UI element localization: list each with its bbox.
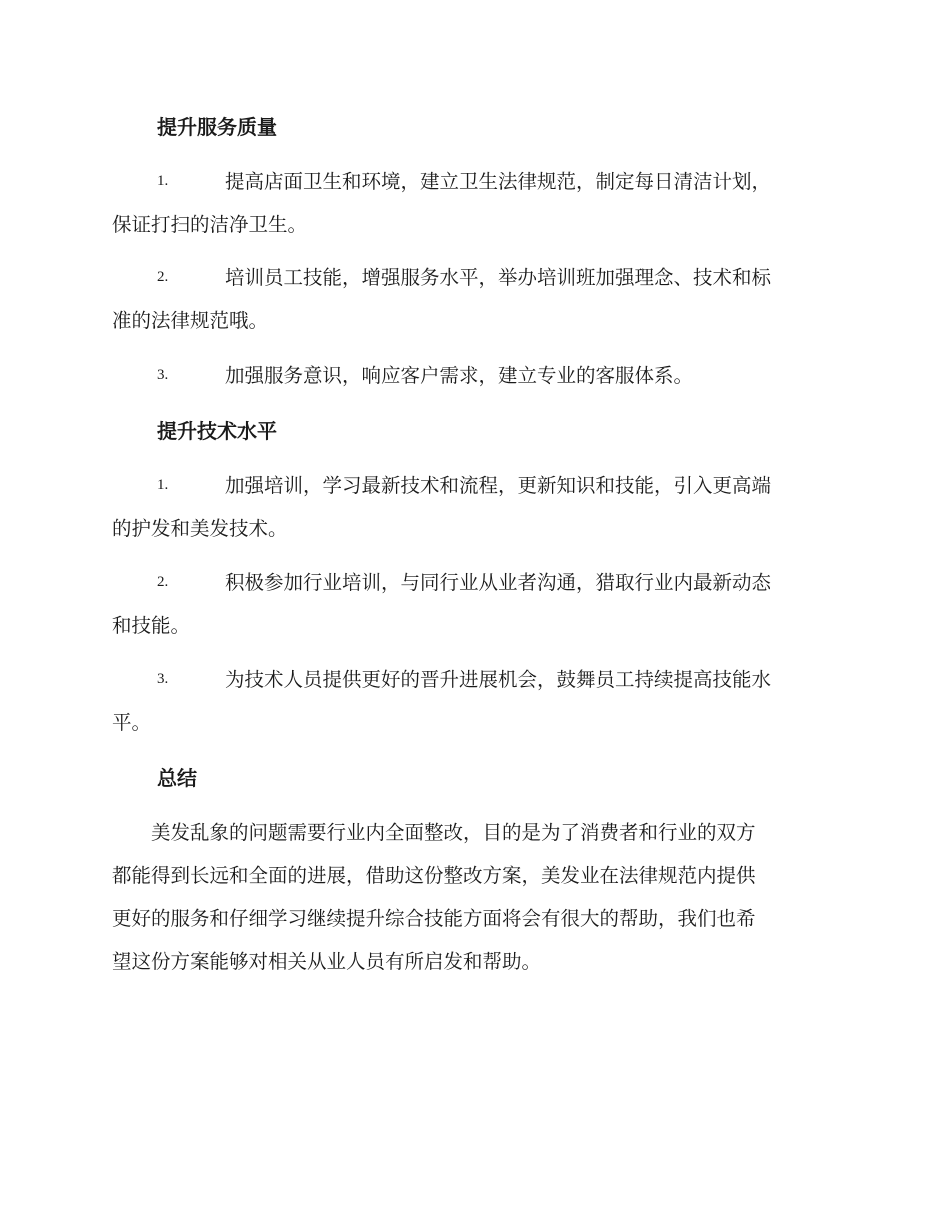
section-heading-service-quality: 提升服务质量 [157, 115, 277, 139]
section-heading-technical-level: 提升技术水平 [157, 419, 277, 443]
list-item-number: 1. [157, 477, 169, 493]
list-item-text: 积极参加行业培训，与同行业从业者沟通，猎取行业内最新动态 [225, 571, 772, 594]
list-item-text: 培训员工技能，增强服务水平，举办培训班加强理念、技术和标 [225, 266, 772, 289]
list-item-text-continued: 的护发和美发技术。 [112, 517, 288, 540]
summary-line: 都能得到长远和全面的进展，借助这份整改方案，美发业在法律规范内提供 [112, 864, 756, 887]
summary-paragraph [112, 811, 834, 983]
list-item-number: 2. [157, 269, 169, 285]
list-item-text: 提高店面卫生和环境，建立卫生法律规范，制定每日清洁计划， [225, 170, 772, 193]
summary-line: 更好的服务和仔细学习继续提升综合技能方面将会有很大的帮助，我们也希 [112, 907, 756, 930]
list-item-text-continued: 平。 [112, 711, 152, 734]
summary-line: 美发乱象的问题需要行业内全面整改，目的是为了消费者和行业的双方 [151, 821, 756, 844]
list-item [112, 160, 834, 246]
list-item-number: 3. [157, 671, 169, 687]
summary-line: 望这份方案能够对相关从业人员有所启发和帮助。 [112, 950, 542, 973]
list-item-text: 加强培训，学习最新技术和流程，更新知识和技能，引入更高端 [225, 474, 772, 497]
list-item [112, 354, 834, 397]
list-item [112, 561, 834, 647]
list-item-number: 2. [157, 574, 169, 590]
list-item-text-continued: 保证打扫的洁净卫生。 [112, 213, 308, 236]
list-item-text-continued: 准的法律规范哦。 [112, 309, 269, 332]
list-item-number: 3. [157, 367, 169, 383]
list-item-text: 加强服务意识，响应客户需求，建立专业的客服体系。 [225, 364, 694, 387]
list-item-text-continued: 和技能。 [112, 614, 191, 637]
list-item [112, 464, 834, 550]
section-heading-summary: 总结 [157, 766, 197, 790]
list-item [112, 658, 834, 744]
list-item-number: 1. [157, 173, 169, 189]
list-item [112, 256, 834, 342]
list-item-text: 为技术人员提供更好的晋升进展机会，鼓舞员工持续提高技能水 [225, 668, 772, 691]
